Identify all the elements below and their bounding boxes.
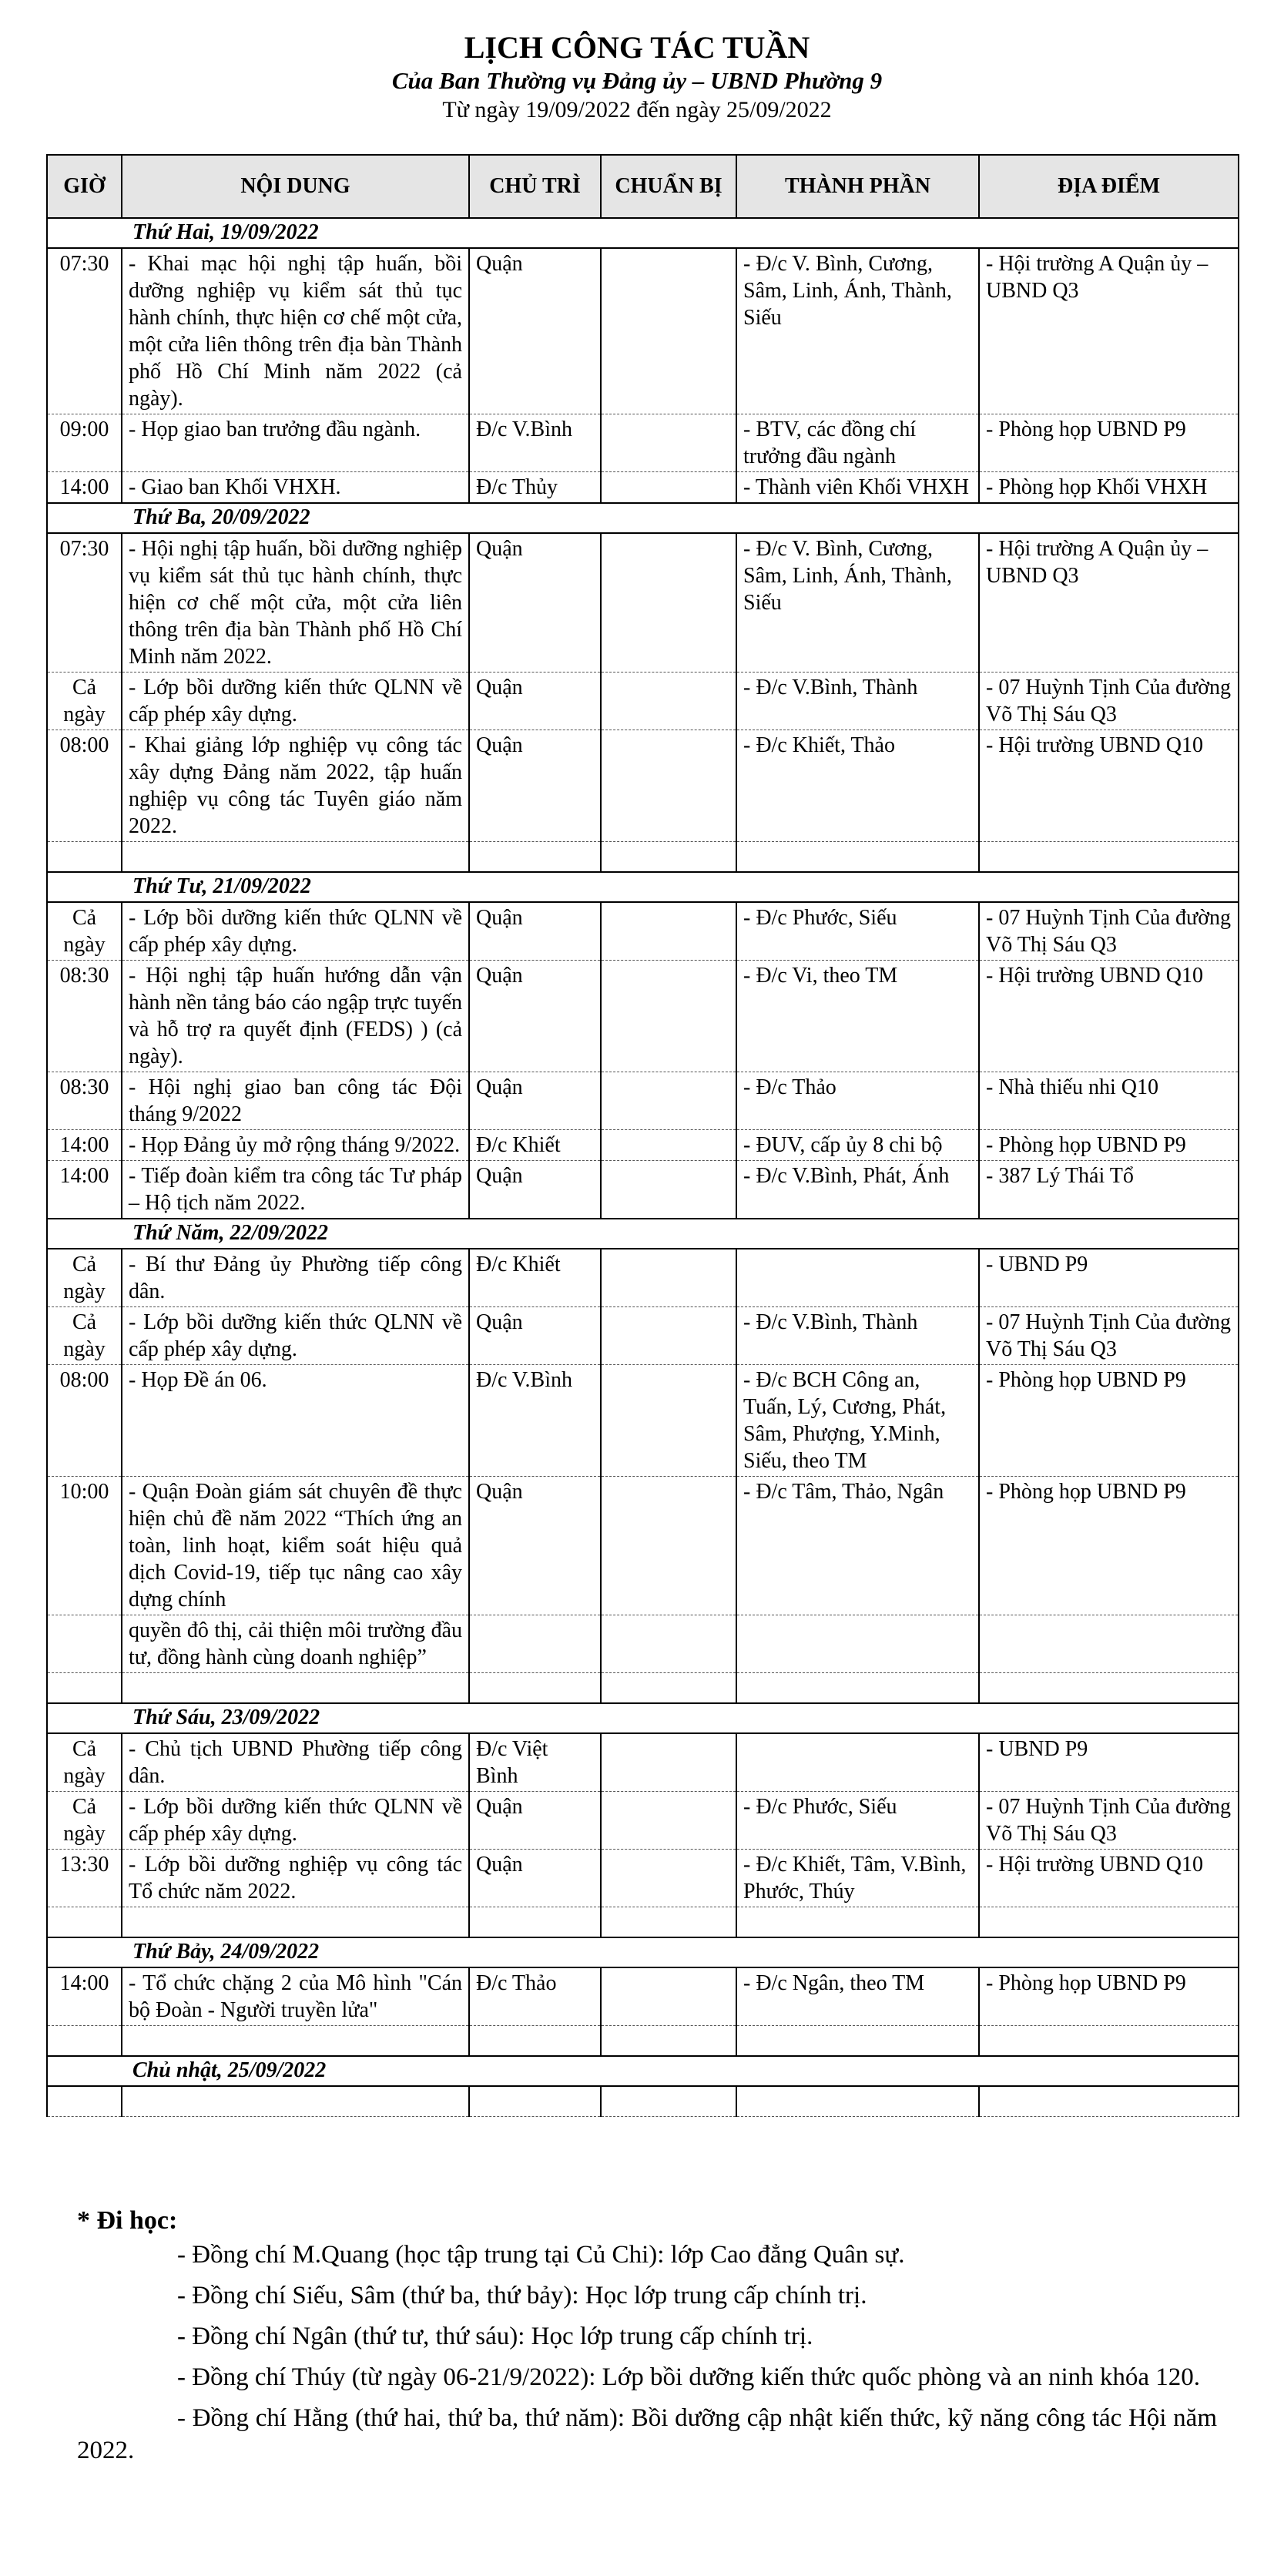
chair-cell: Đ/c V.Bình <box>469 1365 601 1477</box>
table-row <box>47 961 1239 1072</box>
content-cell: - Bí thư Đảng ủy Phường tiếp công dân. <box>122 1249 469 1307</box>
time-cell: Cả ngày <box>47 902 122 961</box>
study-notes <box>77 2205 1217 2475</box>
chair-cell: Quận <box>469 730 601 842</box>
table-row <box>47 414 1239 472</box>
table-row <box>47 673 1239 730</box>
participants-cell <box>736 1673 979 1704</box>
participants-cell: - Đ/c Tâm, Thảo, Ngân <box>736 1477 979 1615</box>
table-row <box>47 1365 1239 1477</box>
day-label: Thứ Sáu, 23/09/2022 <box>47 1703 1239 1733</box>
content-cell: - Họp giao ban trưởng đầu ngành. <box>122 414 469 472</box>
place-cell: - Hội trường UBND Q10 <box>979 730 1239 842</box>
note-item: - Đồng chí M.Quang (học tập trung tại Củ Chi): lớp Cao đẳng Quân sự. <box>177 2241 905 2269</box>
content-cell: - Họp Đảng ủy mở rộng tháng 9/2022. <box>122 1130 469 1161</box>
place-cell: - Phòng họp UBND P9 <box>979 1130 1239 1161</box>
date-range: Từ ngày 19/09/2022 đến ngày 25/09/2022 <box>442 97 832 122</box>
participants-cell <box>736 1615 979 1673</box>
participants-cell: - Đ/c Thảo <box>736 1072 979 1130</box>
content-cell <box>122 2086 469 2117</box>
table-row <box>47 2026 1239 2057</box>
participants-cell: - Đ/c V. Bình, Cương, Sâm, Linh, Ánh, Thành, Siếu <box>736 533 979 673</box>
participants-cell: - BTV, các đồng chí trưởng đầu ngành <box>736 414 979 472</box>
place-cell: - Hội trường A Quận ủy – UBND Q3 <box>979 533 1239 673</box>
place-cell: - 07 Huỳnh Tịnh Của đường Võ Thị Sáu Q3 <box>979 1307 1239 1365</box>
participants-cell: - Đ/c V.Bình, Phát, Ánh <box>736 1161 979 1219</box>
time-cell: 08:30 <box>47 961 122 1072</box>
content-cell: - Hội nghị tập huấn, bồi dưỡng nghiệp vụ kiểm sát thủ tục hành chính, thực hiện cơ chế một cửa, một cửa liên thông trên địa bàn Thành phố Hồ Chí Minh năm 2022. <box>122 533 469 673</box>
prep-cell <box>601 1850 736 1907</box>
day-header-row <box>47 2056 1239 2086</box>
table-row <box>47 472 1239 504</box>
content-cell: - Lớp bồi dưỡng kiến thức QLNN về cấp phép xây dựng. <box>122 1792 469 1850</box>
place-cell: - Hội trường UBND Q10 <box>979 1850 1239 1907</box>
time-cell <box>47 842 122 873</box>
content-cell: - Khai mạc hội nghị tập huấn, bồi dưỡng nghiệp vụ kiểm sát thủ tục hành chính, thực hiện cơ chế một cửa, một cửa liên thông trên địa bàn Thành phố Hồ Chí Minh năm 2022 (cả ngày). <box>122 248 469 414</box>
participants-cell: - ĐUV, cấp ủy 8 chi bộ <box>736 1130 979 1161</box>
column-header-participants: THÀNH PHẦN <box>736 155 979 218</box>
table-row <box>47 248 1239 414</box>
content-cell: - Khai giảng lớp nghiệp vụ công tác xây dựng Đảng năm 2022, tập huấn nghiệp vụ công tác Tuyên giáo năm 2022. <box>122 730 469 842</box>
content-cell: - Quận Đoàn giám sát chuyên đề thực hiện chủ đề năm 2022 “Thích ứng an toàn, linh hoạt, kiểm soát hiệu quả dịch Covid-19, tiếp tục nâng cao xây dựng chính <box>122 1477 469 1615</box>
content-cell <box>122 1673 469 1704</box>
content-cell <box>122 842 469 873</box>
chair-cell: Quận <box>469 1792 601 1850</box>
participants-cell <box>736 2026 979 2057</box>
place-cell: - Hội trường UBND Q10 <box>979 961 1239 1072</box>
participants-cell <box>736 2086 979 2117</box>
chair-cell <box>469 842 601 873</box>
place-cell <box>979 2086 1239 2117</box>
prep-cell <box>601 1907 736 1938</box>
chair-cell: Quận <box>469 1072 601 1130</box>
time-cell <box>47 1615 122 1673</box>
content-cell: - Lớp bồi dưỡng kiến thức QLNN về cấp phép xây dựng. <box>122 902 469 961</box>
prep-cell <box>601 730 736 842</box>
place-cell: - UBND P9 <box>979 1733 1239 1792</box>
place-cell: - Phòng họp Khối VHXH <box>979 472 1239 504</box>
day-header-row <box>47 1703 1239 1733</box>
time-cell <box>47 1673 122 1704</box>
chair-cell: Đ/c Khiết <box>469 1130 601 1161</box>
chair-cell <box>469 2026 601 2057</box>
place-cell: - Phòng họp UBND P9 <box>979 1477 1239 1615</box>
table-row <box>47 730 1239 842</box>
time-cell: Cả ngày <box>47 1249 122 1307</box>
time-cell: Cả ngày <box>47 1792 122 1850</box>
participants-cell: - Đ/c V.Bình, Thành <box>736 1307 979 1365</box>
place-cell <box>979 1907 1239 1938</box>
note-item: - Đồng chí Ngân (thứ tư, thứ sáu): Học lớp trung cấp chính trị. <box>177 2323 813 2350</box>
content-cell: - Họp Đề án 06. <box>122 1365 469 1477</box>
place-cell: - Phòng họp UBND P9 <box>979 414 1239 472</box>
content-cell: - Lớp bồi dưỡng nghiệp vụ công tác Tổ chức năm 2022. <box>122 1850 469 1907</box>
table-row <box>47 1072 1239 1130</box>
content-cell: - Hội nghị giao ban công tác Đội tháng 9/2022 <box>122 1072 469 1130</box>
column-header-prep: CHUẨN BỊ <box>601 155 736 218</box>
column-header-place: ĐỊA ĐIỂM <box>979 155 1239 218</box>
place-cell <box>979 1615 1239 1673</box>
chair-cell: Quận <box>469 961 601 1072</box>
table-row <box>47 1249 1239 1307</box>
prep-cell <box>601 1792 736 1850</box>
participants-cell <box>736 1907 979 1938</box>
column-header-content: NỘI DUNG <box>122 155 469 218</box>
day-label: Chủ nhật, 25/09/2022 <box>47 2056 1239 2086</box>
table-row <box>47 1130 1239 1161</box>
chair-cell: Đ/c V.Bình <box>469 414 601 472</box>
place-cell: - Nhà thiếu nhi Q10 <box>979 1072 1239 1130</box>
participants-cell: - Thành viên Khối VHXH <box>736 472 979 504</box>
chair-cell: Đ/c Thảo <box>469 1967 601 2026</box>
table-row <box>47 1967 1239 2026</box>
chair-cell <box>469 1907 601 1938</box>
place-cell: - 07 Huỳnh Tịnh Của đường Võ Thị Sáu Q3 <box>979 673 1239 730</box>
time-cell: 09:00 <box>47 414 122 472</box>
table-row <box>47 1733 1239 1792</box>
participants-cell: - Đ/c Phước, Siếu <box>736 902 979 961</box>
table-row <box>47 1792 1239 1850</box>
place-cell: - 07 Huỳnh Tịnh Của đường Võ Thị Sáu Q3 <box>979 1792 1239 1850</box>
place-cell: - Phòng họp UBND P9 <box>979 1365 1239 1477</box>
table-row <box>47 1615 1239 1673</box>
prep-cell <box>601 1967 736 2026</box>
content-cell <box>122 1907 469 1938</box>
time-cell: Cả ngày <box>47 673 122 730</box>
time-cell: 14:00 <box>47 1130 122 1161</box>
prep-cell <box>601 414 736 472</box>
prep-cell <box>601 902 736 961</box>
prep-cell <box>601 1615 736 1673</box>
place-cell: - UBND P9 <box>979 1249 1239 1307</box>
time-cell: 08:00 <box>47 730 122 842</box>
day-label: Thứ Ba, 20/09/2022 <box>47 503 1239 533</box>
time-cell: Cả ngày <box>47 1307 122 1365</box>
table-row <box>47 1673 1239 1704</box>
table-row <box>47 902 1239 961</box>
chair-cell <box>469 1615 601 1673</box>
prep-cell <box>601 1307 736 1365</box>
place-cell: - Hội trường A Quận ủy – UBND Q3 <box>979 248 1239 414</box>
prep-cell <box>601 1161 736 1219</box>
table-row <box>47 1907 1239 1938</box>
participants-cell: - Đ/c Phước, Siếu <box>736 1792 979 1850</box>
participants-cell: - Đ/c Khiết, Tâm, V.Bình, Phước, Thúy <box>736 1850 979 1907</box>
table-row <box>47 533 1239 673</box>
time-cell: 13:30 <box>47 1850 122 1907</box>
chair-cell: Quận <box>469 1307 601 1365</box>
day-header-row <box>47 872 1239 902</box>
chair-cell: Quận <box>469 673 601 730</box>
participants-cell: - Đ/c Vi, theo TM <box>736 961 979 1072</box>
time-cell: Cả ngày <box>47 1733 122 1792</box>
prep-cell <box>601 1249 736 1307</box>
notes-list <box>77 2239 1217 2467</box>
participants-cell: - Đ/c Khiết, Thảo <box>736 730 979 842</box>
time-cell <box>47 2026 122 2057</box>
time-cell: 14:00 <box>47 1161 122 1219</box>
prep-cell <box>601 842 736 873</box>
participants-cell: - Đ/c BCH Công an, Tuấn, Lý, Cương, Phát, Sâm, Phượng, Y.Minh, Siếu, theo TM <box>736 1365 979 1477</box>
participants-cell <box>736 842 979 873</box>
document-subtitle: Của Ban Thường vụ Đảng ủy – UBND Phường 9 <box>391 67 883 94</box>
prep-cell <box>601 1733 736 1792</box>
document-header <box>0 0 1274 125</box>
place-cell: - 387 Lý Thái Tổ <box>979 1161 1239 1219</box>
content-cell: - Lớp bồi dưỡng kiến thức QLNN về cấp phép xây dựng. <box>122 673 469 730</box>
content-cell: - Hội nghị tập huấn hướng dẫn vận hành nền tảng báo cáo ngập trực tuyến và hỗ trợ ra quyết định (FEDS) ) (cả ngày). <box>122 961 469 1072</box>
participants-cell <box>736 1249 979 1307</box>
chair-cell: Quận <box>469 902 601 961</box>
participants-cell <box>736 1733 979 1792</box>
day-label: Thứ Bảy, 24/09/2022 <box>47 1937 1239 1967</box>
chair-cell <box>469 2086 601 2117</box>
time-cell <box>47 1907 122 1938</box>
day-header-row <box>47 1937 1239 1967</box>
time-cell: 14:00 <box>47 472 122 504</box>
table-row <box>47 1307 1239 1365</box>
content-cell: - Tổ chức chặng 2 của Mô hình "Cán bộ Đoàn - Người truyền lửa" <box>122 1967 469 2026</box>
day-label: Thứ Hai, 19/09/2022 <box>47 218 1239 248</box>
time-cell: 08:30 <box>47 1072 122 1130</box>
participants-cell: - Đ/c V.Bình, Thành <box>736 673 979 730</box>
schedule-body <box>47 218 1239 2117</box>
column-header-chair: CHỦ TRÌ <box>469 155 601 218</box>
place-cell <box>979 1673 1239 1704</box>
document-title: LỊCH CÔNG TÁC TUẦN <box>464 30 810 65</box>
time-cell <box>47 2086 122 2117</box>
content-cell: - Tiếp đoàn kiểm tra công tác Tư pháp – Hộ tịch năm 2022. <box>122 1161 469 1219</box>
time-cell: 10:00 <box>47 1477 122 1615</box>
prep-cell <box>601 1365 736 1477</box>
note-item: - Đồng chí Hằng (thứ hai, thứ ba, thứ năm): Bồi dưỡng cập nhật kiến thức, kỹ năng công tác Hội năm 2022. <box>77 2404 1217 2464</box>
content-cell <box>122 2026 469 2057</box>
table-row <box>47 2086 1239 2117</box>
prep-cell <box>601 1072 736 1130</box>
prep-cell <box>601 673 736 730</box>
time-cell: 07:30 <box>47 248 122 414</box>
table-header-row <box>47 155 1239 218</box>
prep-cell <box>601 1130 736 1161</box>
table-row <box>47 1161 1239 1219</box>
chair-cell: Đ/c Khiết <box>469 1249 601 1307</box>
prep-cell <box>601 1477 736 1615</box>
chair-cell: Quận <box>469 1850 601 1907</box>
table-row <box>47 1850 1239 1907</box>
content-cell: - Giao ban Khối VHXH. <box>122 472 469 504</box>
prep-cell <box>601 533 736 673</box>
participants-cell: - Đ/c V. Bình, Cương, Sâm, Linh, Ánh, Thành, Siếu <box>736 248 979 414</box>
content-cell: - Lớp bồi dưỡng kiến thức QLNN về cấp phép xây dựng. <box>122 1307 469 1365</box>
time-cell: 14:00 <box>47 1967 122 2026</box>
chair-cell: Quận <box>469 248 601 414</box>
prep-cell <box>601 248 736 414</box>
time-cell: 08:00 <box>47 1365 122 1477</box>
prep-cell <box>601 961 736 1072</box>
note-item: - Đồng chí Siếu, Sâm (thứ ba, thứ bảy): Học lớp trung cấp chính trị. <box>177 2282 867 2309</box>
note-item: - Đồng chí Thúy (từ ngày 06-21/9/2022): Lớp bồi dưỡng kiến thức quốc phòng và an ninh khóa 120. <box>177 2363 1201 2391</box>
chair-cell: Đ/c Việt Bình <box>469 1733 601 1792</box>
place-cell: - Phòng họp UBND P9 <box>979 1967 1239 2026</box>
chair-cell: Quận <box>469 1477 601 1615</box>
prep-cell <box>601 472 736 504</box>
place-cell: - 07 Huỳnh Tịnh Của đường Võ Thị Sáu Q3 <box>979 902 1239 961</box>
place-cell <box>979 2026 1239 2057</box>
content-cell: quyền đô thị, cải thiện môi trường đầu tư, đồng hành cùng doanh nghiệp” <box>122 1615 469 1673</box>
prep-cell <box>601 2086 736 2117</box>
day-header-row <box>47 218 1239 248</box>
chair-cell <box>469 1673 601 1704</box>
content-cell: - Chủ tịch UBND Phường tiếp công dân. <box>122 1733 469 1792</box>
place-cell <box>979 842 1239 873</box>
prep-cell <box>601 2026 736 2057</box>
day-header-row <box>47 503 1239 533</box>
day-header-row <box>47 1219 1239 1249</box>
time-cell: 07:30 <box>47 533 122 673</box>
notes-heading: * Đi học: <box>77 2206 178 2235</box>
chair-cell: Đ/c Thủy <box>469 472 601 504</box>
day-label: Thứ Tư, 21/09/2022 <box>47 872 1239 902</box>
participants-cell: - Đ/c Ngân, theo TM <box>736 1967 979 2026</box>
table-row <box>47 1477 1239 1615</box>
day-label: Thứ Năm, 22/09/2022 <box>47 1219 1239 1249</box>
table-row <box>47 842 1239 873</box>
column-header-time: GIỜ <box>47 155 122 218</box>
prep-cell <box>601 1673 736 1704</box>
schedule-table <box>46 154 1239 2117</box>
chair-cell: Quận <box>469 1161 601 1219</box>
chair-cell: Quận <box>469 533 601 673</box>
